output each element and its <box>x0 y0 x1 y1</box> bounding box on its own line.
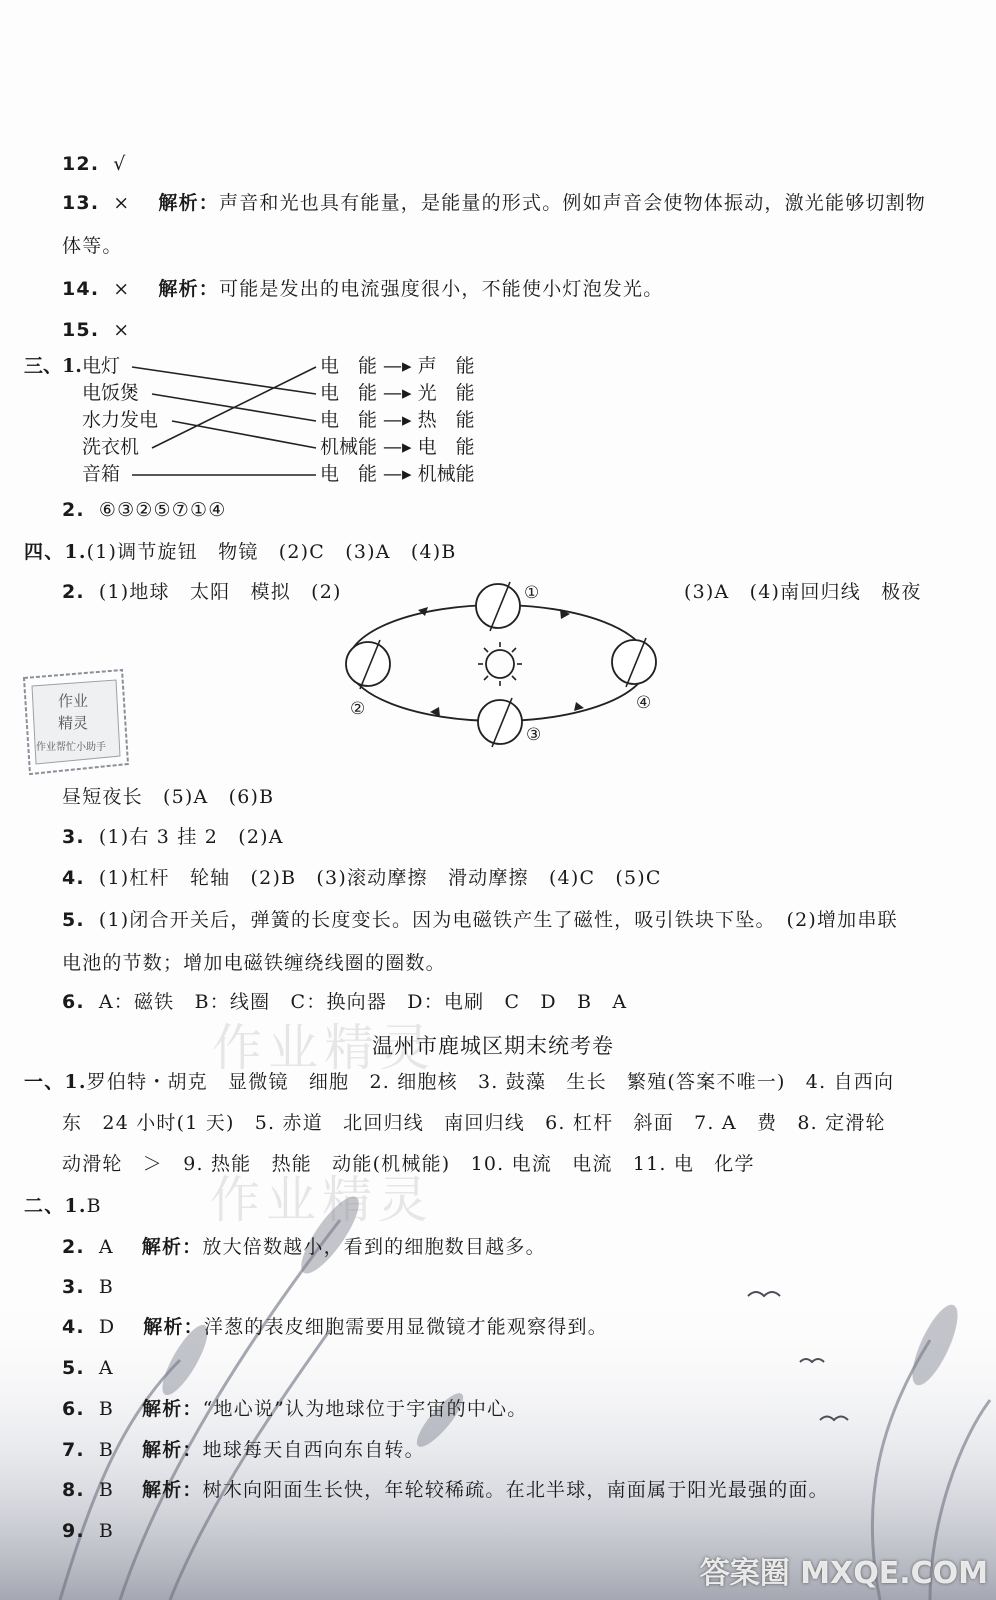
answer-13-cont: 体等。 <box>62 235 123 257</box>
match-left-5: 音箱 <box>82 463 121 485</box>
stamp-text-1: 作业 <box>58 692 89 710</box>
section-4-q4 <box>62 866 662 890</box>
answer-text: (1)地球 太阳 模拟 (2) <box>98 581 342 603</box>
answer-text: B <box>98 1520 115 1542</box>
answer-text: B <box>98 1398 115 1420</box>
earth-position-1 <box>476 584 520 628</box>
match-right-2: 电 能 —▸ 光 能 <box>320 382 475 404</box>
analysis-text: “地心说”认为地球位于宇宙的中心。 <box>202 1398 528 1420</box>
question-number: 8. <box>62 1479 85 1501</box>
answer-text: (1)右 3 挂 2 (2)A <box>98 826 284 848</box>
stamp-seal <box>18 668 130 778</box>
part-2-q9 <box>62 1519 114 1543</box>
section-4-q2 <box>62 580 342 604</box>
analysis-text: 声音和光也具有能量，是能量的形式。例如声音会使物体振动，激光能够切割物 <box>219 192 927 214</box>
corner-logo: 答案圈 MXQE.COM <box>699 1556 988 1591</box>
part-2-q2 <box>62 1235 546 1259</box>
question-number: 5. <box>62 909 85 931</box>
section-4-q5 <box>62 908 898 932</box>
part-1-line-2: 东 24 小时(1 天) 5. 赤道 北回归线 南回归线 6. 杠杆 斜面 7. A 费 8. 定滑轮 <box>62 1112 886 1134</box>
section-4-q1 <box>24 540 457 564</box>
answer-mark: × <box>113 192 131 214</box>
stamp-text-3: 作业帮忙小助手 <box>36 742 106 753</box>
analysis-label: 解析： <box>142 1439 203 1461</box>
orbit-label-4: ④ <box>636 693 652 713</box>
section-4-q2-cont: (3)A (4)南回归线 极夜 <box>684 581 922 603</box>
part-2-q6 <box>62 1397 527 1421</box>
earth-position-4 <box>612 640 656 684</box>
answer-text: (1)闭合开关后，弹簧的长度变长。因为电磁铁产生了磁性，吸引铁块下坠。 (2)增加串联 <box>98 909 898 931</box>
section-prefix: 二、1. <box>24 1195 87 1217</box>
question-number: 4. <box>62 1316 85 1338</box>
answer-text: D <box>98 1316 116 1338</box>
part-2-q1 <box>24 1194 102 1218</box>
answer-text: B <box>98 1479 115 1501</box>
earth-orbit-diagram <box>330 576 670 754</box>
earth-position-3 <box>478 700 522 744</box>
question-number: 6. <box>62 1398 85 1420</box>
part-2-q3 <box>62 1275 114 1299</box>
analysis-text: 洋葱的表皮细胞需要用显微镜才能观察得到。 <box>203 1316 608 1338</box>
part-2-q7 <box>62 1438 425 1462</box>
match-left-1: 电灯 <box>82 355 121 377</box>
part-2-q5 <box>62 1356 114 1380</box>
part-2-q8 <box>62 1478 829 1502</box>
section-4-q5-cont: 电池的节数；增加电磁铁缠绕线圈的圈数。 <box>62 952 446 974</box>
match-right-4: 机械能 —▸ 电 能 <box>320 436 475 458</box>
analysis-text: 树木向阳面生长快，年轮较稀疏。在北半球，南面属于阳光最强的面。 <box>202 1479 829 1501</box>
answer-text: B <box>86 1195 102 1217</box>
section-4-q2-cont2: 昼短夜长 (5)A (6)B <box>62 786 275 808</box>
orbit-label-1: ① <box>524 583 540 603</box>
answer-text: (1)调节旋钮 物镜 (2)C (3)A (4)B <box>86 541 457 563</box>
analysis-label: 解析： <box>143 1316 204 1338</box>
answer-text: A <box>98 1236 114 1258</box>
match-right-1: 电 能 —▸ 声 能 <box>320 355 475 377</box>
answer-text: ⑥③②⑤⑦①④ <box>98 499 227 521</box>
question-number: 2. <box>62 499 85 521</box>
section-prefix: 四、1. <box>24 541 87 563</box>
part-2-q4 <box>62 1315 608 1339</box>
question-number: 9. <box>62 1520 85 1542</box>
orbit-label-2: ② <box>350 699 366 719</box>
answer-text: (1)杠杆 轮轴 (2)B (3)滚动摩擦 滑动摩擦 (4)C (5)C <box>98 867 662 889</box>
section-4-q3 <box>62 825 284 849</box>
part-1-line-3: 动滑轮 ＞ 9. 热能 热能 动能(机械能) 10. 电流 电流 11. 电 化学 <box>62 1153 755 1175</box>
watermark-1: 作业精灵 <box>212 1019 436 1077</box>
question-number: 15. <box>62 319 100 341</box>
answer-text: A <box>98 1357 114 1379</box>
question-number: 7. <box>62 1439 85 1461</box>
analysis-label: 解析： <box>142 1398 203 1420</box>
section-3-q2 <box>62 498 226 522</box>
part-1-line-1 <box>24 1070 894 1094</box>
matching-lines <box>0 0 996 520</box>
answer-mark: × <box>113 278 131 300</box>
question-number: 5. <box>62 1357 85 1379</box>
match-line-3 <box>172 421 316 448</box>
question-number: 3. <box>62 1276 85 1298</box>
match-left-4: 洗衣机 <box>82 436 140 458</box>
analysis-label: 解析： <box>142 1479 203 1501</box>
analysis-text: 地球每天自西向东自转。 <box>202 1439 425 1461</box>
answer-text: 罗伯特・胡克 显微镜 细胞 2. 细胞核 3. 鼓藻 生长 繁殖(答案不唯一) 4. 自西向 <box>86 1071 895 1093</box>
watermark-2: 作业精灵 <box>210 1171 434 1229</box>
answer-text: B <box>98 1439 115 1461</box>
analysis-text: 可能是发出的电流强度很小，不能使小灯泡发光。 <box>219 278 664 300</box>
analysis-label: 解析： <box>158 278 219 300</box>
match-right-5: 电 能 —▸ 机械能 <box>320 463 475 485</box>
orbit-label-3: ③ <box>526 725 542 745</box>
question-number: 14. <box>62 278 100 300</box>
analysis-label: 解析： <box>141 1236 203 1258</box>
match-right-3: 电 能 —▸ 热 能 <box>320 409 475 431</box>
match-line-4 <box>152 367 316 448</box>
question-number: 6. <box>62 991 85 1013</box>
orbit-arrow <box>418 607 428 616</box>
answer-mark: × <box>113 319 131 341</box>
match-left-3: 水力发电 <box>82 409 159 431</box>
question-number: 2. <box>62 1236 85 1258</box>
orbit-arrow <box>574 702 584 711</box>
answer-text: B <box>98 1276 115 1298</box>
question-number: 4. <box>62 867 85 889</box>
answer-text: A：磁铁 B：线圈 C：换向器 D：电刷 C D B A <box>98 991 628 1013</box>
question-number: 2. <box>62 581 85 603</box>
section-4-q6 <box>62 990 627 1014</box>
match-left-2: 电饭煲 <box>82 382 140 404</box>
analysis-text: 放大倍数越小，看到的细胞数目越多。 <box>202 1236 546 1258</box>
question-number: 3. <box>62 826 85 848</box>
earth-position-2 <box>346 642 390 686</box>
analysis-label: 解析： <box>158 192 219 214</box>
question-number: 12. <box>62 153 100 175</box>
stamp-text-2: 精灵 <box>58 714 89 732</box>
section-3-prefix: 三、1. <box>24 355 82 377</box>
exam-title: 温州市鹿城区期末统考卷 <box>372 1034 614 1058</box>
section-prefix: 一、1. <box>24 1071 87 1093</box>
sun-icon <box>478 642 522 686</box>
answer-text: √ <box>113 153 127 175</box>
question-number: 13. <box>62 192 100 214</box>
